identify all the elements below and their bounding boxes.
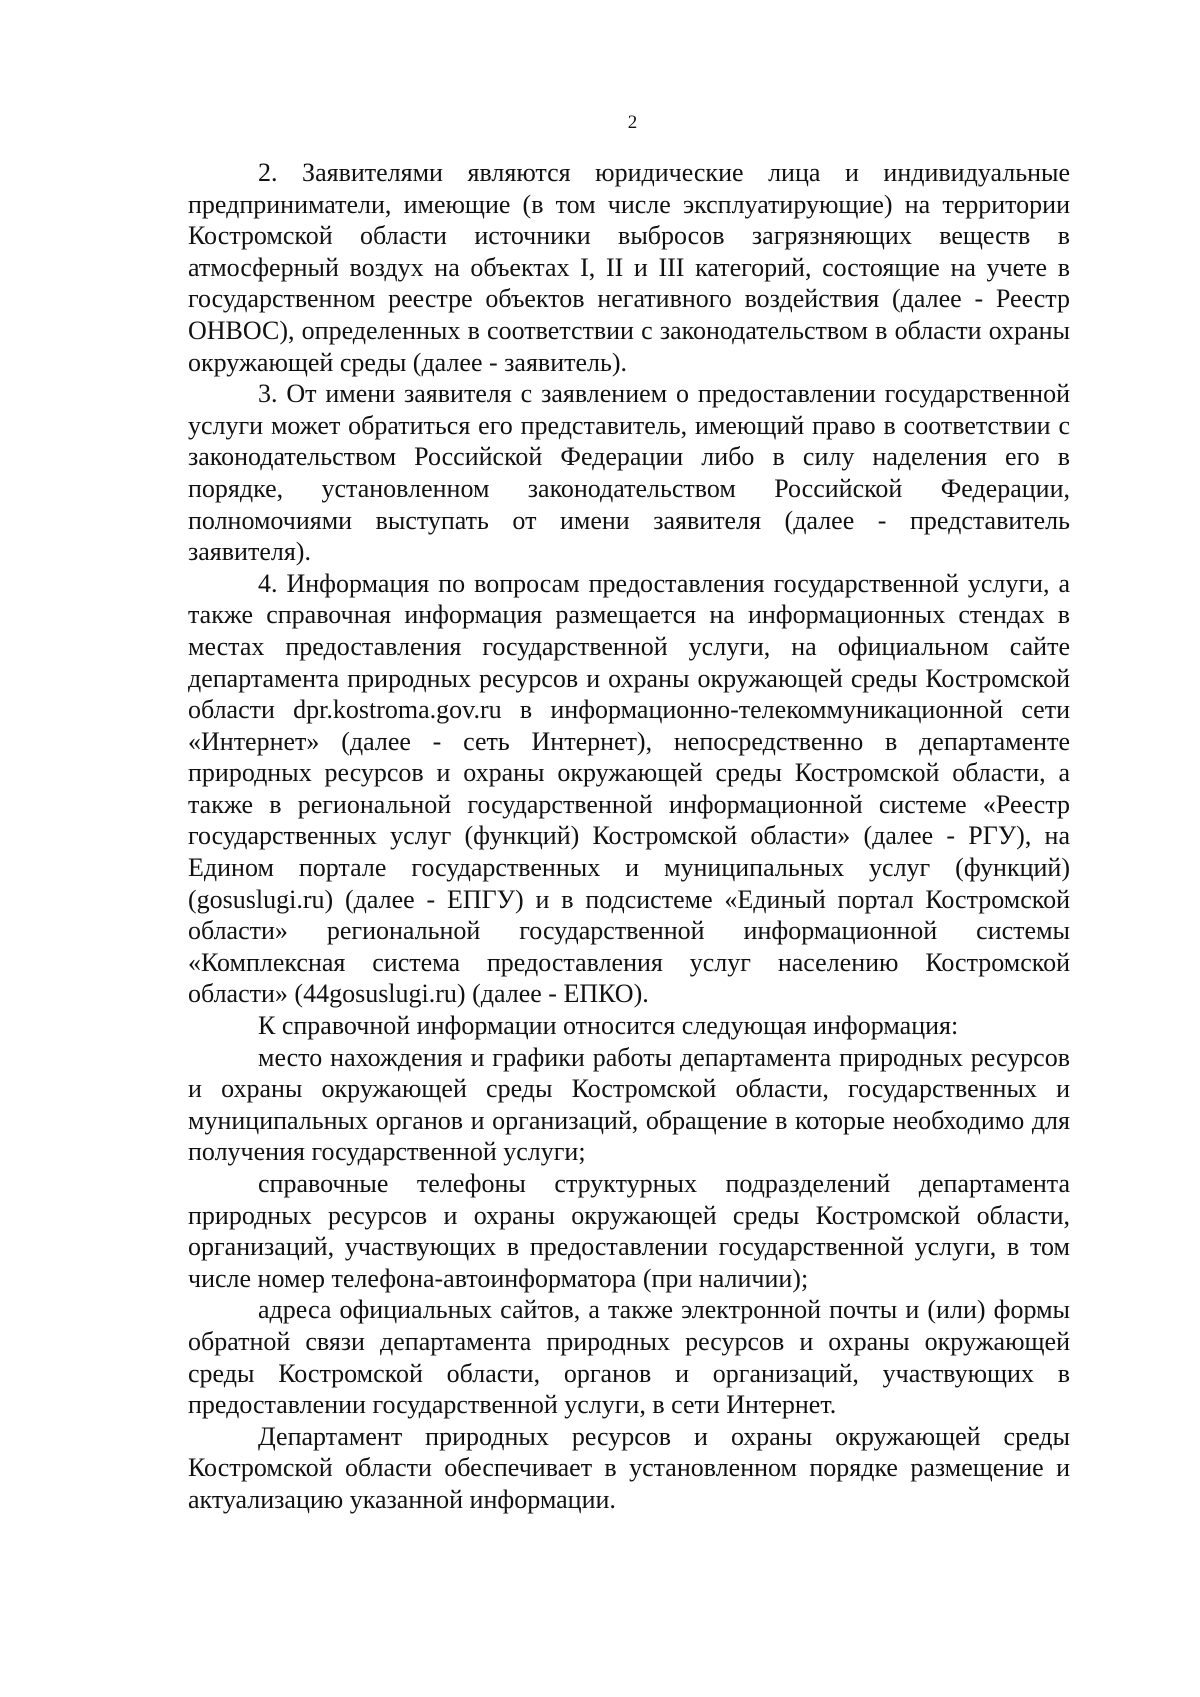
paragraph-actualization: Департамент природных ресурсов и охраны окружающей среды Костромской области обеспечивает в установленном порядке размещение и актуализацию указанной информации. — [188, 1421, 1070, 1514]
paragraph-representative: 3. От имени заявителя с заявлением о предоставлении государственной услуги может обратиться его представитель, имеющий право в соответствии с законодательством Российской Федерации либо в силу наделения его в порядке, установленном законодательством Российской Федерации, полномочиями выступать от имени заявителя (далее - представитель заявителя). — [188, 379, 1070, 567]
paragraph-reference-intro: К справочной информации относится следующая информация: — [258, 1011, 959, 1041]
paragraph-websites: адреса официальных сайтов, а также электронной почты и (или) формы обратной связи департамента природных ресурсов и охраны окружающей среды Костромской области, органов и организаций, участвующих в предоставлении государственной услуги, в сети Интернет. — [188, 1295, 1070, 1420]
page-number: 2 — [627, 112, 638, 133]
paragraph-phones: справочные телефоны структурных подразделений департамента природных ресурсов и охраны окружающей среды Костромской области, организаций, участвующих в предоставлении государственной услуги, в том числе номер телефона-автоинформатора (при наличии); — [188, 1169, 1070, 1293]
paragraph-applicants: 2. Заявителями являются юридические лица и индивидуальные предприниматели, имеющие (в том числе эксплуатирующие) на территории Костромской области источники выбросов загрязняющих веществ в атмосферный воздух на объектах I, II и III категорий, состоящие на учете в государственном реестре объектов негативного воздействия (далее - Реестр ОНВОС), определенных в соответствии с законодательством в области охраны окружающей среды (далее - заявитель). — [188, 158, 1070, 377]
paragraph-information: 4. Информация по вопросам предоставления государственной услуги, а также справочная информация размещается на информационных стендах в местах предоставления государственной услуги, на официальном сайте департамента природных ресурсов и охраны окружающей среды Костромской области dpr.kostroma.gov.ru в информационно-телекоммуникационной сети «Интернет» (далее - сеть Интернет), непосредственно в департаменте природных ресурсов и охраны окружающей среды Костромской области, а также в региональной государственной информационной системе «Реестр государственных услуг (функций) Костромской области» (далее - РГУ), на Едином портале государственных и муниципальных услуг (функций) (gosuslugi.ru) (далее - ЕПГУ) и в подсистеме «Единый портал Костромской области» региональной государственной информационной системы «Комплексная система предоставления услуг населению Костромской области» (44gosuslugi.ru) (далее - ЕПКО). — [188, 568, 1070, 1009]
paragraph-location-schedule: место нахождения и графики работы департамента природных ресурсов и охраны окружающей среды Костромской области, государственных и муниципальных органов и организаций, обращение в которые необходимо для получения государственной услуги; — [188, 1042, 1070, 1167]
document-body — [188, 157, 1070, 1516]
